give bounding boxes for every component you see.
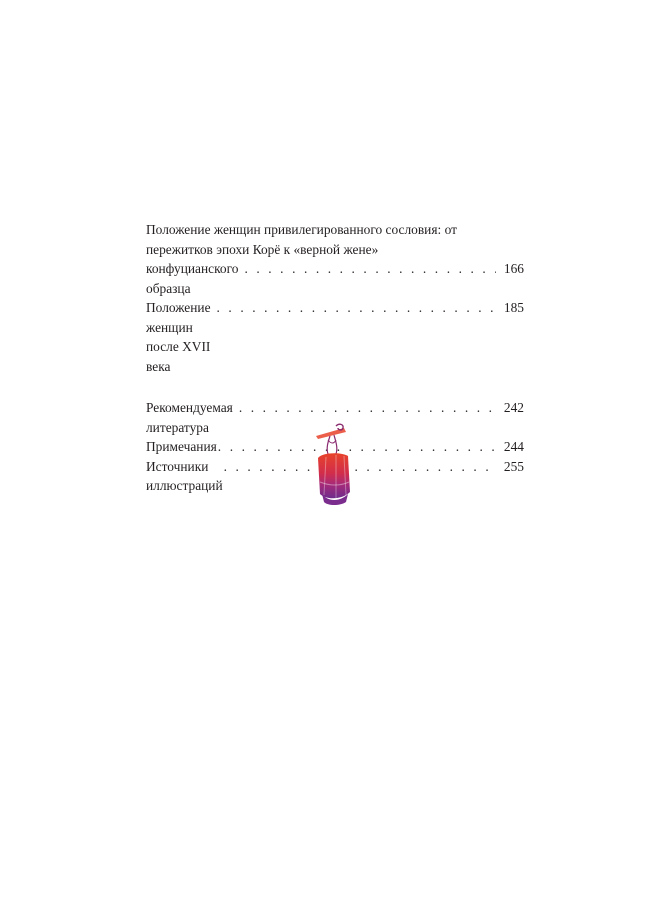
toc-entry-after-17th-century[interactable] bbox=[146, 298, 524, 376]
toc-entry-privileged-women[interactable] bbox=[146, 220, 524, 298]
toc-entry-title: Рекомендуемая литература bbox=[146, 400, 233, 435]
toc-page-number: 244 bbox=[503, 439, 524, 454]
toc-page-number: 166 bbox=[503, 261, 524, 276]
toc-entry-title-line: от пережитков эпохи Корё к «верной жене» bbox=[146, 222, 457, 257]
toc-dot-leader bbox=[239, 398, 496, 418]
toc-group-gap bbox=[146, 376, 524, 398]
toc-entry-title: Источники иллюстраций bbox=[146, 458, 223, 493]
toc-entry-title-line: Положение женщин привилегированного сословия: bbox=[146, 222, 442, 237]
hanging-lantern-icon bbox=[306, 422, 366, 506]
toc-page-number: 242 bbox=[503, 400, 524, 415]
toc-page-number: 185 bbox=[503, 300, 524, 315]
toc-entry-title-line: конфуцианского образца bbox=[146, 261, 239, 296]
toc-dot-leader bbox=[244, 259, 496, 279]
toc-dot-leader bbox=[217, 298, 496, 318]
toc-entry-title: Положение женщин после XVII века bbox=[146, 300, 211, 374]
toc-page-number: 255 bbox=[503, 458, 524, 474]
toc-entry-title: Примечания bbox=[146, 439, 217, 454]
